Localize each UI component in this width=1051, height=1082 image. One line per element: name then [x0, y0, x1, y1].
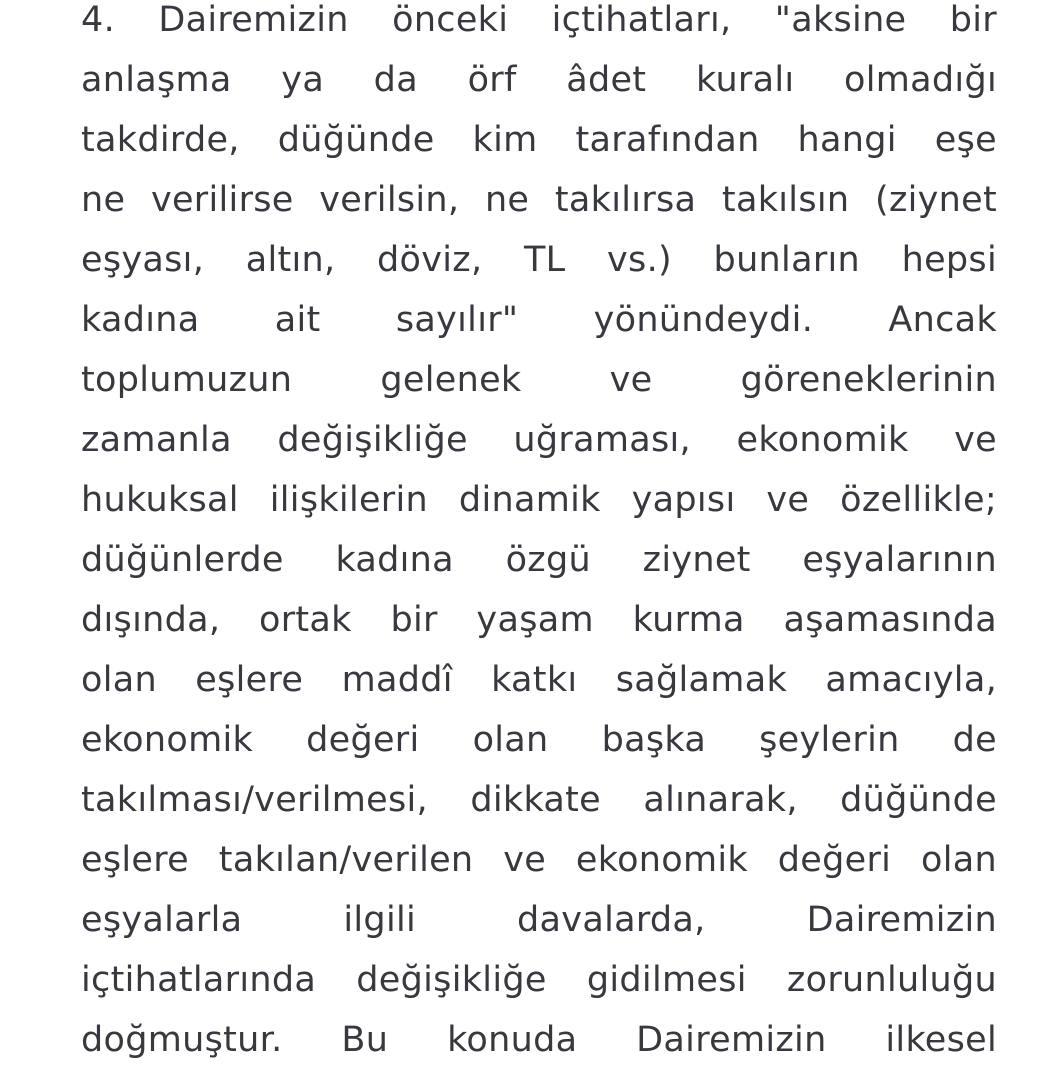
- paragraph-line: kadına ait sayılır" yönündeydi. Ancak: [81, 300, 997, 340]
- paragraph-line: içtihatlarında değişikliğe gidilmesi zorunluluğu: [81, 960, 997, 1000]
- paragraph-line: 4. Dairemizin önceki içtihatları, "aksine bir: [81, 0, 997, 40]
- paragraph-line: anlaşma ya da örf âdet kuralı olmadığı: [81, 60, 997, 100]
- court-decision-paragraph: [81, 0, 997, 1070]
- paragraph-line: eşyalarla ilgili davalarda, Dairemizin: [81, 900, 997, 940]
- paragraph-line: dışında, ortak bir yaşam kurma aşamasında: [81, 600, 997, 640]
- paragraph-line: takılması/verilmesi, dikkate alınarak, düğünde: [81, 780, 997, 820]
- paragraph-line: eşlere takılan/verilen ve ekonomik değeri olan: [81, 840, 997, 880]
- paragraph-line: eşyası, altın, döviz, TL vs.) bunların hepsi: [81, 240, 997, 280]
- paragraph-line: takdirde, düğünde kim tarafından hangi eşe: [81, 120, 997, 160]
- paragraph-line: olan eşlere maddî katkı sağlamak amacıyla,: [81, 660, 997, 700]
- paragraph-line: ekonomik değeri olan başka şeylerin de: [81, 720, 997, 760]
- paragraph-line: düğünlerde kadına özgü ziynet eşyalarının: [81, 540, 997, 580]
- paragraph-line: hukuksal ilişkilerin dinamik yapısı ve özellikle;: [81, 480, 997, 520]
- paragraph-line: doğmuştur. Bu konuda Dairemizin ilkesel: [81, 1020, 997, 1060]
- paragraph-line: zamanla değişikliğe uğraması, ekonomik ve: [81, 420, 997, 460]
- paragraph-line: ne verilirse verilsin, ne takılırsa takılsın (ziynet: [81, 180, 997, 220]
- paragraph-line: toplumuzun gelenek ve göreneklerinin: [81, 360, 997, 400]
